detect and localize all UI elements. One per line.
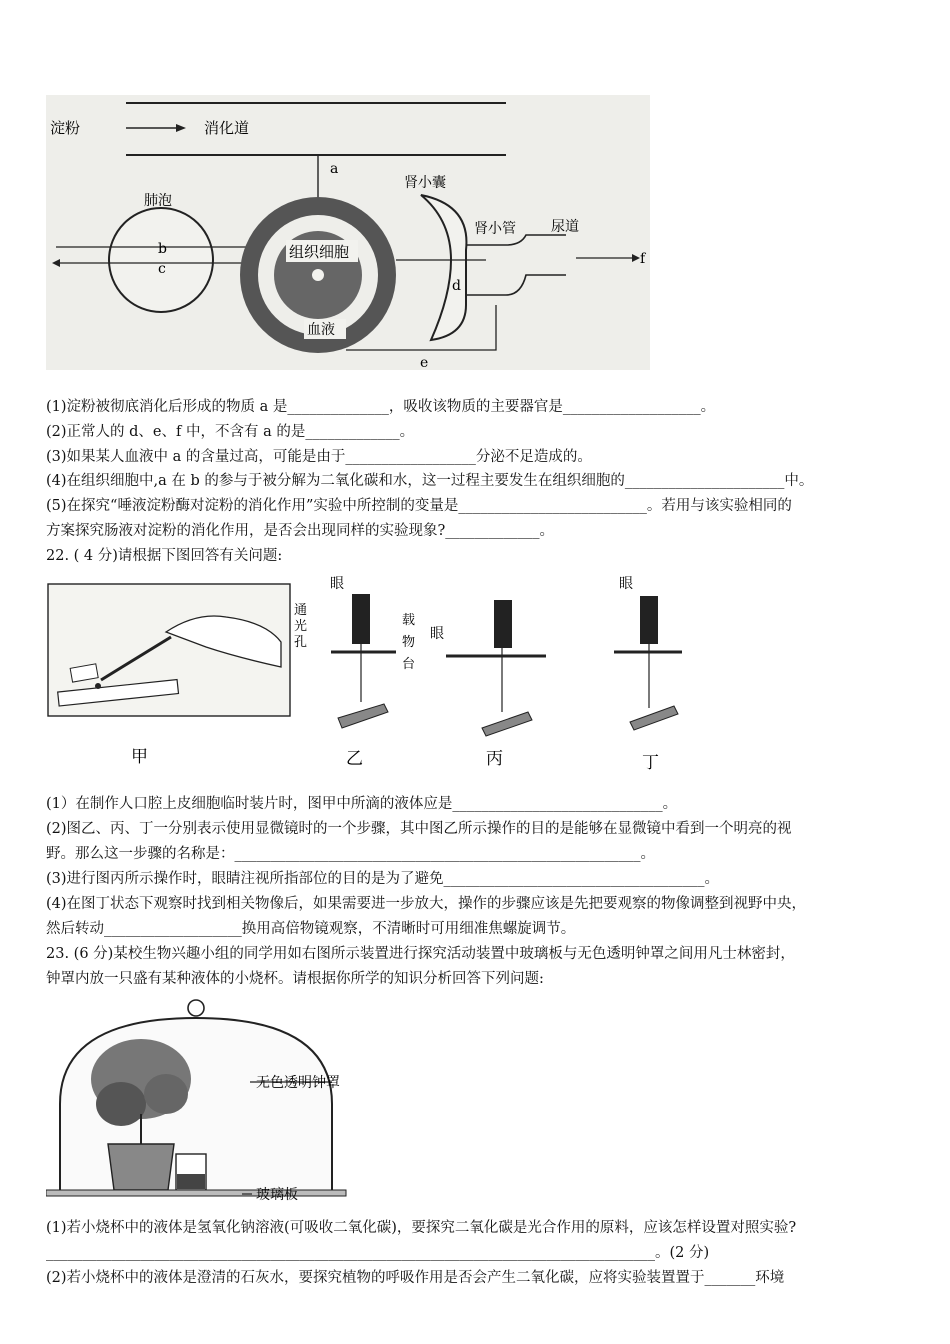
eyepiece-yi: [352, 594, 370, 644]
q22-line-6: 然后转动___________________换用高倍物镜观察，不清晰时可用细准焦螺旋调节。: [46, 921, 576, 937]
label-tissue-cell: 组织细胞: [289, 243, 350, 261]
q21-line-2: (2)正常人的 d、e、f 中，不含有 a 的是_____________。: [46, 424, 415, 440]
q23-header-2: 钟罩内放一只盛有某种液体的小烧杯。请根据你所学的知识分析回答下列问题:: [46, 971, 544, 987]
label-eye-yi: 眼: [330, 576, 344, 592]
q22-line-5: (4)在图丁状态下观察时找到相关物像后，如果需要进一步放大，操作的步骤应该是先把要观察的物像调整到视野中央，: [46, 896, 807, 912]
bell-jar-knob: [188, 1000, 204, 1016]
label-bell-jar: 无色透明钟罩: [256, 1075, 340, 1091]
q22-line-3: 野。那么这一步骤的名称是：________________________________________________________。: [46, 846, 655, 862]
label-digestive-tract: 消化道: [204, 119, 250, 137]
label-ding: 丁: [642, 753, 659, 773]
drop: [95, 683, 101, 689]
label-renal-tubule: 肾小管: [474, 221, 516, 237]
bell-jar-diagram: [46, 994, 386, 1208]
label-d: d: [452, 278, 461, 294]
q22-line-1: (1）在制作人口腔上皮细胞临时装片时，图甲中所滴的液体应是_____________________________。: [46, 796, 678, 812]
beaker-liquid: [177, 1174, 205, 1189]
label-starch: 淀粉: [50, 119, 81, 137]
q21-line-1: (1)淀粉被彻底消化后形成的物质 a 是______________，吸收该物质的主要器官是___________________。: [46, 399, 716, 415]
q23-line-1: (1)若小烧杯中的液体是氢氧化钠溶液(可吸收二氧化碳)，要探究二氧化碳是光合作用的原料，应该怎样设置对照实验?: [46, 1220, 797, 1236]
label-jia: 甲: [131, 747, 148, 767]
label-aperture-3: 孔: [294, 635, 308, 650]
label-blood: 血液: [307, 322, 335, 338]
eyepiece-ding: [640, 596, 658, 644]
q21-line-5: (5)在探究“唾液淀粉酶对淀粉的消化作用”实验中所控制的变量是__________________________。若用与该实验相同的: [46, 498, 792, 514]
label-aperture-2: 光: [294, 619, 308, 634]
label-b: b: [158, 241, 167, 257]
label-f: f: [640, 251, 646, 267]
label-glass-plate: 玻璃板: [256, 1187, 298, 1203]
mirror-ding: [630, 706, 678, 730]
renal-tubule-bottom: [466, 275, 566, 295]
flower-pot: [108, 1144, 174, 1190]
plant-foliage-3: [144, 1074, 188, 1114]
label-urethra: 尿道: [551, 219, 579, 235]
q21-line-4: (4)在组织细胞中,a 在 b 的参与于被分解为二氧化碳和水，这一过程主要发生在组织细胞的______________________中。: [46, 473, 814, 489]
figure-microscope: [46, 572, 686, 777]
q21-line-6: 方案探究肠液对淀粉的消化作用，是否会出现同样的实验现象?_____________。: [46, 523, 555, 539]
arrowhead-starch: [176, 124, 186, 132]
eyepiece-bing: [494, 600, 512, 648]
label-a: a: [330, 161, 339, 177]
arrowhead-c: [52, 259, 60, 267]
plant-foliage-2: [96, 1082, 146, 1126]
label-stage-3: 台: [402, 657, 416, 672]
q22-line-2: (2)图乙、丙、丁一分别表示使用显微镜时的一个步骤，其中图乙所示操作的目的是能够在显微镜中看到一个明亮的视: [46, 821, 792, 837]
label-alveolus: 肺泡: [144, 193, 172, 209]
arrowhead-f: [632, 254, 640, 262]
q22-line-4: (3)进行图丙所示操作时，眼睛注视所指部位的目的是为了避免____________________________________。: [46, 871, 720, 887]
label-bing: 丙: [486, 749, 503, 769]
microscope-diagram: [46, 572, 686, 777]
kidney-capsule: [421, 195, 466, 340]
nucleus: [312, 269, 324, 281]
label-eye-ding: 眼: [619, 576, 633, 592]
label-stage-2: 物: [402, 635, 416, 650]
alveolus-circle: [109, 208, 213, 312]
label-yi: 乙: [346, 749, 363, 769]
q22-header: 22. ( 4 分)请根据下图回答有关问题:: [46, 548, 283, 564]
metabolism-diagram: [46, 95, 650, 370]
q21-line-3: (3)如果某人血液中 a 的含量过高，可能是由于__________________分泌不足造成的。: [46, 449, 592, 465]
mirror-bing: [482, 712, 532, 736]
q23-header-1: 23. (6 分)某校生物兴趣小组的同学用如右图所示装置进行探究活动装置中玻璃板与无色透明钟罩之间用凡士林密封，: [46, 946, 795, 962]
glass-plate: [46, 1190, 346, 1196]
label-e: e: [420, 355, 429, 370]
mirror-yi: [338, 704, 388, 728]
q23-line-3: (2)若小烧杯中的液体是澄清的石灰水，要探究植物的呼吸作用是否会产生二氧化碳，应将实验装置置于_______环境: [46, 1270, 785, 1286]
label-c: c: [158, 261, 166, 277]
label-eye-bing: 眼: [430, 626, 444, 642]
q23-line-2: ____________________________________________________________________________________。(2 分): [46, 1245, 710, 1261]
figure-metabolism: [46, 95, 650, 370]
label-kidney-capsule: 肾小囊: [404, 175, 446, 191]
figure-bell-jar: [46, 994, 386, 1208]
label-stage-1: 载: [402, 613, 416, 628]
label-aperture-1: 通: [294, 603, 308, 618]
